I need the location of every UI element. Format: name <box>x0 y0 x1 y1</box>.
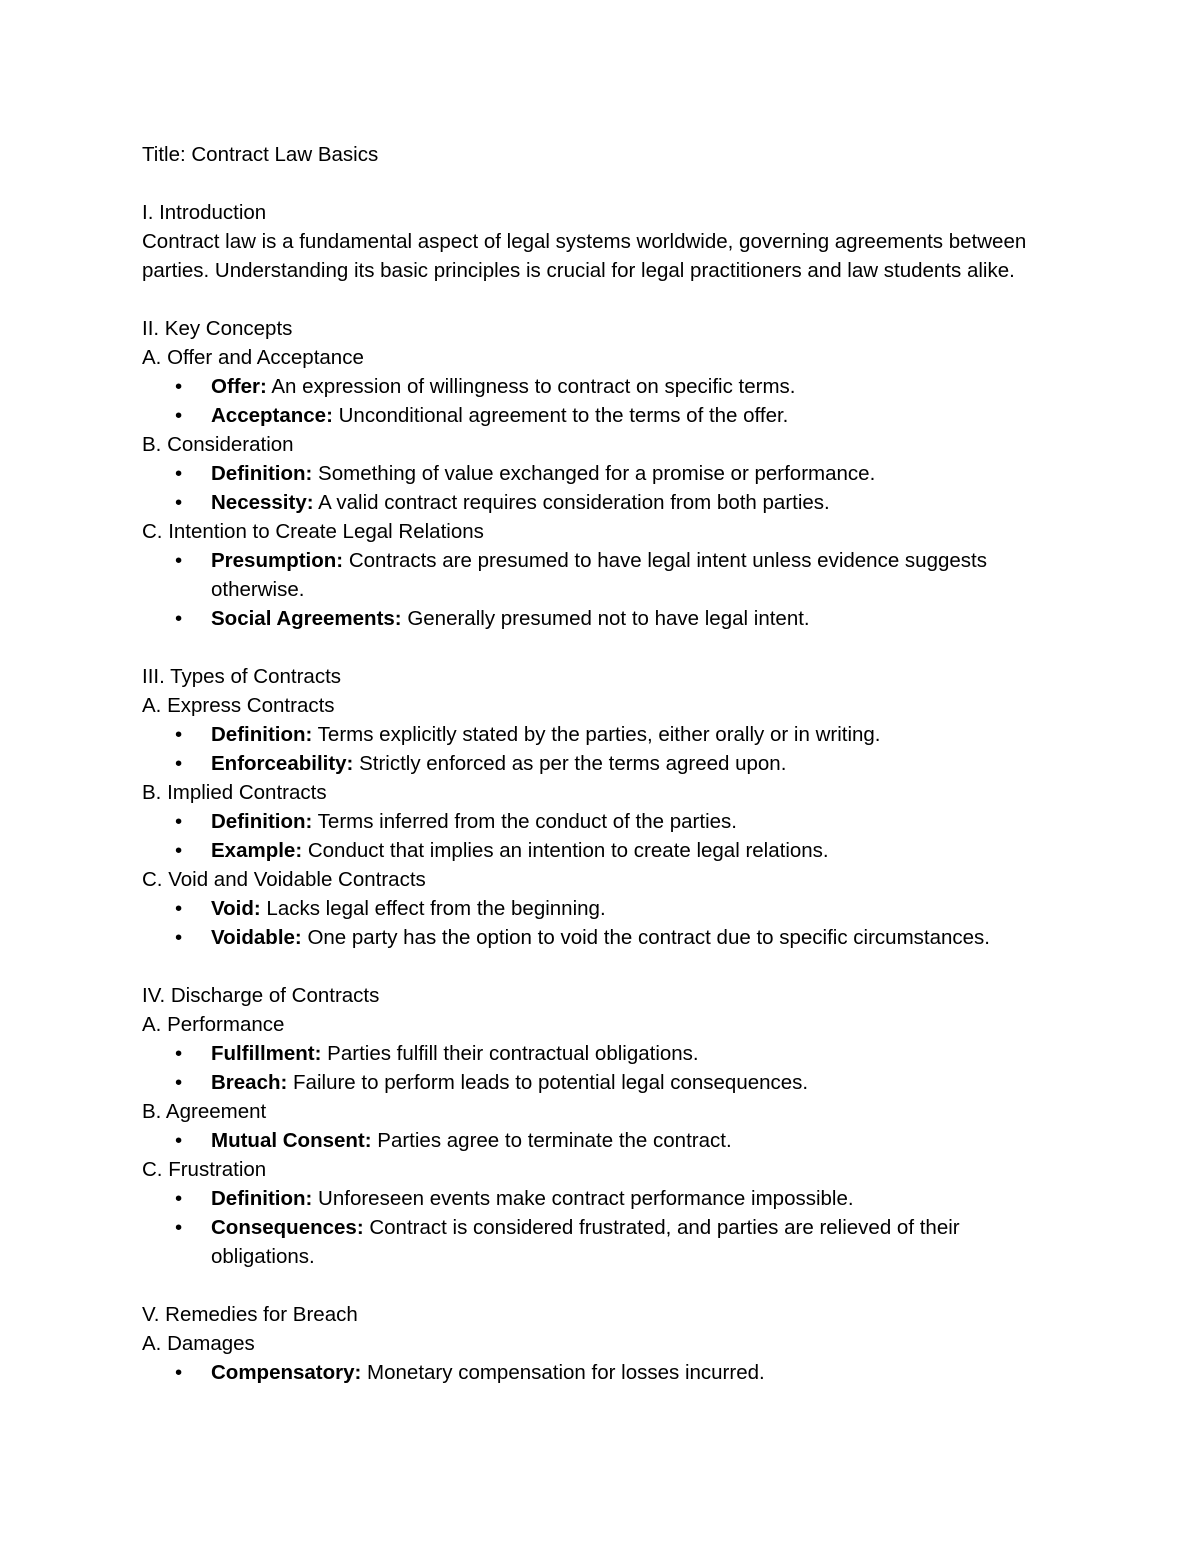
item-term: Definition: <box>211 1187 313 1210</box>
section-heading: III. Types of Contracts <box>142 665 342 688</box>
item-term: Presumption: <box>211 549 344 572</box>
bullet-icon: • <box>175 607 183 630</box>
bullet-list <box>142 1039 1042 1097</box>
item-term: Void: <box>211 897 261 920</box>
item-text: Terms explicitly stated by the parties, either orally or in writing. <box>312 723 881 746</box>
bullet-list <box>142 1184 1042 1271</box>
item-term: Social Agreements: <box>211 607 402 630</box>
list-item <box>142 720 1042 749</box>
section-heading: V. Remedies for Breach <box>142 1303 358 1326</box>
bullet-icon: • <box>175 404 183 427</box>
item-text: Conduct that implies an intention to create legal relations. <box>302 839 829 862</box>
bullet-icon: • <box>175 491 183 514</box>
subsection-heading: B. Consideration <box>142 433 294 456</box>
list-item <box>142 807 1042 836</box>
bullet-icon: • <box>175 549 183 572</box>
subsection-heading: A. Express Contracts <box>142 694 335 717</box>
list-item <box>142 1358 1042 1387</box>
subsection-heading: A. Offer and Acceptance <box>142 346 364 369</box>
list-item <box>142 894 1042 923</box>
item-text: One party has the option to void the contract due to specific circumstances. <box>301 926 991 949</box>
item-text: Monetary compensation for losses incurred. <box>361 1361 765 1384</box>
section-heading: II. Key Concepts <box>142 317 293 340</box>
item-term: Voidable: <box>211 926 302 949</box>
bullet-list <box>142 372 1042 430</box>
item-text: Unforeseen events make contract performance impossible. <box>312 1187 854 1210</box>
item-term: Mutual Consent: <box>211 1129 372 1152</box>
item-term: Definition: <box>211 723 313 746</box>
bullet-icon: • <box>175 926 183 949</box>
list-item <box>142 604 1042 633</box>
item-text: Contracts are presumed to have legal intent unless evidence suggests otherwise. <box>211 549 987 601</box>
document-title: Title: Contract Law Basics <box>142 143 379 166</box>
bullet-list <box>142 720 1042 778</box>
bullet-icon: • <box>175 723 183 746</box>
list-item <box>142 372 1042 401</box>
bullet-icon: • <box>175 752 183 775</box>
subsection-heading: A. Performance <box>142 1013 285 1036</box>
item-term: Definition: <box>211 810 313 833</box>
list-item <box>142 459 1042 488</box>
item-text: Failure to perform leads to potential legal consequences. <box>287 1071 809 1094</box>
item-text: An expression of willingness to contract on specific terms. <box>266 375 796 398</box>
item-text: Something of value exchanged for a promise or performance. <box>312 462 876 485</box>
section-remedies-for-breach <box>142 1300 1042 1387</box>
bullet-list <box>142 1126 1042 1155</box>
bullet-list <box>142 807 1042 865</box>
item-text: Parties fulfill their contractual obligations. <box>321 1042 699 1065</box>
bullet-icon: • <box>175 375 183 398</box>
item-term: Acceptance: <box>211 404 333 427</box>
bullet-icon: • <box>175 462 183 485</box>
item-term: Compensatory: <box>211 1361 362 1384</box>
spacer <box>142 285 1042 314</box>
bullet-icon: • <box>175 1042 183 1065</box>
item-text: Contract is considered frustrated, and parties are relieved of their obligations. <box>211 1216 960 1268</box>
item-text: Terms inferred from the conduct of the parties. <box>312 810 737 833</box>
intro-heading: I. Introduction <box>142 201 267 224</box>
section-heading: IV. Discharge of Contracts <box>142 984 380 1007</box>
list-item <box>142 1068 1042 1097</box>
document-page <box>142 140 1042 1387</box>
item-term: Example: <box>211 839 303 862</box>
item-text: Strictly enforced as per the terms agreed upon. <box>353 752 787 775</box>
list-item <box>142 836 1042 865</box>
spacer <box>142 169 1042 198</box>
bullet-icon: • <box>175 1071 183 1094</box>
list-item <box>142 749 1042 778</box>
spacer <box>142 633 1042 662</box>
item-text: Unconditional agreement to the terms of the offer. <box>332 404 789 427</box>
bullet-icon: • <box>175 839 183 862</box>
item-term: Offer: <box>211 375 267 398</box>
bullet-icon: • <box>175 1216 183 1239</box>
item-text: Lacks legal effect from the beginning. <box>260 897 606 920</box>
list-item <box>142 1126 1042 1155</box>
list-item <box>142 1039 1042 1068</box>
list-item <box>142 488 1042 517</box>
section-key-concepts <box>142 314 1042 633</box>
section-types-of-contracts <box>142 662 1042 952</box>
bullet-icon: • <box>175 810 183 833</box>
item-term: Breach: <box>211 1071 288 1094</box>
section-discharge-of-contracts <box>142 981 1042 1271</box>
item-term: Consequences: <box>211 1216 364 1239</box>
subsection-heading: C. Void and Voidable Contracts <box>142 868 426 891</box>
spacer <box>142 1271 1042 1300</box>
subsection-heading: C. Intention to Create Legal Relations <box>142 520 484 543</box>
bullet-list <box>142 1358 1042 1387</box>
item-text: A valid contract requires consideration from both parties. <box>313 491 830 514</box>
item-text: Generally presumed not to have legal intent. <box>401 607 810 630</box>
bullet-icon: • <box>175 897 183 920</box>
item-term: Fulfillment: <box>211 1042 322 1065</box>
item-term: Enforceability: <box>211 752 354 775</box>
bullet-icon: • <box>175 1129 183 1152</box>
list-item <box>142 1184 1042 1213</box>
list-item <box>142 546 1042 604</box>
list-item <box>142 923 1042 952</box>
item-term: Necessity: <box>211 491 314 514</box>
subsection-heading: B. Implied Contracts <box>142 781 327 804</box>
bullet-list <box>142 459 1042 517</box>
spacer <box>142 952 1042 981</box>
subsection-heading: B. Agreement <box>142 1100 267 1123</box>
bullet-icon: • <box>175 1361 183 1384</box>
subsection-heading: A. Damages <box>142 1332 255 1355</box>
bullet-list <box>142 894 1042 952</box>
intro-paragraph: Contract law is a fundamental aspect of legal systems worldwide, governing agreements between parties. Understanding its basic principles is crucial for legal practitioners and law students alike. <box>142 230 1027 282</box>
list-item <box>142 401 1042 430</box>
list-item <box>142 1213 1042 1271</box>
subsection-heading: C. Frustration <box>142 1158 267 1181</box>
item-term: Definition: <box>211 462 313 485</box>
item-text: Parties agree to terminate the contract. <box>371 1129 732 1152</box>
bullet-icon: • <box>175 1187 183 1210</box>
bullet-list <box>142 546 1042 633</box>
